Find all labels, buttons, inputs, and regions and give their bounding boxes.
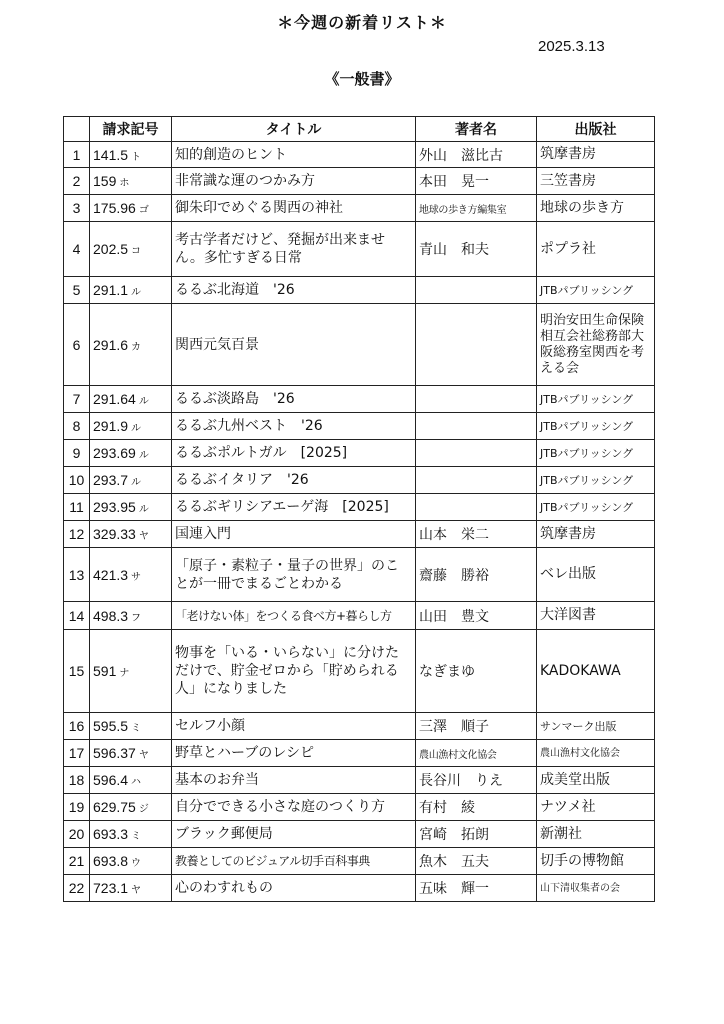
call-number-kana: ト [131, 151, 142, 163]
book-title: 国連入門 [172, 521, 416, 548]
call-number-kana: フ [131, 612, 142, 624]
row-number: 15 [64, 630, 90, 713]
book-publisher: 山下清収集者の会 [537, 875, 655, 902]
table-row [64, 767, 655, 794]
book-author [416, 440, 537, 467]
book-author [416, 494, 537, 521]
book-author [416, 413, 537, 440]
book-author [416, 386, 537, 413]
call-number-value: 175.96 [93, 200, 136, 216]
book-author: 齋藤 勝裕 [416, 548, 537, 602]
call-number-value: 693.8 [93, 853, 129, 869]
row-number: 18 [64, 767, 90, 794]
call-number-kana: ミ [131, 723, 142, 734]
call-number-kana: ヤ [138, 750, 149, 761]
book-author: 本田 晃一 [416, 168, 537, 195]
table-row [64, 848, 655, 875]
book-title: るるぶ北海道 '26 [172, 277, 416, 304]
book-author: 山田 豊文 [416, 602, 537, 630]
book-publisher: 農山漁村文化協会 [537, 740, 655, 767]
call-number-kana: ル [131, 423, 142, 434]
table-row [64, 467, 655, 494]
call-number-kana: ル [138, 504, 149, 515]
call-number [90, 304, 172, 386]
call-number-kana: ゴ [138, 205, 149, 216]
call-number-value: 693.3 [93, 826, 129, 842]
call-number [90, 848, 172, 875]
row-number: 5 [64, 277, 90, 304]
call-number [90, 875, 172, 902]
table-row [64, 821, 655, 848]
table-row [64, 740, 655, 767]
call-number [90, 222, 172, 277]
call-number-value: 421.3 [93, 566, 129, 583]
call-number-kana: ホ [119, 178, 130, 189]
header-title: タイトル [172, 117, 416, 142]
page-title: ＊今週の新着リスト＊ [277, 13, 447, 32]
row-number: 17 [64, 740, 90, 767]
book-publisher: 地球の歩き方 [537, 195, 655, 222]
book-publisher: JTBパブリッシング [537, 386, 655, 413]
call-number [90, 277, 172, 304]
book-title: 基本のお弁当 [172, 767, 416, 794]
book-publisher: ポプラ社 [537, 222, 655, 277]
book-publisher: ナツメ社 [537, 794, 655, 821]
book-title: るるぶギリシアエーゲ海 [2025] [172, 494, 416, 521]
call-number [90, 413, 172, 440]
book-author: 青山 和夫 [416, 222, 537, 277]
book-publisher: JTBパブリッシング [537, 277, 655, 304]
book-title: るるぶ淡路島 '26 [172, 386, 416, 413]
book-title: 教養としてのビジュアル切手百科事典 [172, 848, 416, 875]
row-number: 1 [64, 142, 90, 168]
row-number: 6 [64, 304, 90, 386]
book-title: るるぶポルトガル [2025] [172, 440, 416, 467]
call-number [90, 602, 172, 630]
call-number [90, 794, 172, 821]
row-number: 14 [64, 602, 90, 630]
book-author: 山本 栄二 [416, 521, 537, 548]
table-row [64, 875, 655, 902]
call-number-kana: カ [131, 341, 142, 353]
row-number: 13 [64, 548, 90, 602]
call-number [90, 142, 172, 168]
call-number-kana: ウ [131, 858, 142, 869]
book-title: 物事を「いる・いらない」に分けただけで、貯金ゼロから「貯められる人」になりました [172, 630, 416, 713]
book-author [416, 304, 537, 386]
call-number-kana: ナ [119, 668, 130, 679]
row-number: 19 [64, 794, 90, 821]
row-number: 12 [64, 521, 90, 548]
book-publisher: 三笠書房 [537, 168, 655, 195]
table-row [64, 168, 655, 195]
header-call-number: 請求記号 [90, 117, 172, 142]
book-publisher: JTBパブリッシング [537, 413, 655, 440]
call-number-value: 293.7 [93, 472, 129, 488]
call-number-kana: ヤ [138, 531, 149, 542]
book-title: セルフ小顔 [172, 713, 416, 740]
book-title: 関西元気百景 [172, 304, 416, 386]
category-heading: 《一般書》 [324, 70, 400, 88]
call-number-kana: ミ [131, 831, 142, 842]
book-title: るるぶイタリア '26 [172, 467, 416, 494]
table-row [64, 142, 655, 168]
call-number-value: 202.5 [93, 241, 129, 257]
table-row [64, 386, 655, 413]
book-title: 「原子・素粒子・量子の世界」のことが一冊でまるごとわかる [172, 548, 416, 602]
call-number-value: 596.4 [93, 772, 129, 788]
call-number [90, 713, 172, 740]
book-author [416, 467, 537, 494]
book-author: 長谷川 りえ [416, 767, 537, 794]
table-row [64, 794, 655, 821]
header-publisher: 出版社 [537, 117, 655, 142]
call-number [90, 467, 172, 494]
row-number: 10 [64, 467, 90, 494]
call-number-value: 293.69 [93, 445, 136, 461]
book-author: 農山漁村文化協会 [416, 740, 537, 767]
book-publisher: 成美堂出版 [537, 767, 655, 794]
table-row [64, 304, 655, 386]
call-number-value: 498.3 [93, 607, 129, 624]
book-author: なぎまゆ [416, 630, 537, 713]
book-title: 野草とハーブのレシピ [172, 740, 416, 767]
call-number-kana: サ [131, 571, 142, 583]
row-number: 22 [64, 875, 90, 902]
call-number-kana: ル [131, 287, 142, 298]
new-books-table [63, 116, 655, 902]
call-number-value: 291.9 [93, 418, 129, 434]
book-author [416, 277, 537, 304]
call-number [90, 548, 172, 602]
book-author: 宮崎 拓朗 [416, 821, 537, 848]
call-number-kana: ジ [138, 804, 149, 815]
call-number-value: 293.95 [93, 499, 136, 515]
book-publisher: JTBパブリッシング [537, 440, 655, 467]
call-number-kana: ヤ [131, 885, 142, 896]
call-number-value: 141.5 [93, 146, 129, 163]
book-title: ブラック郵便局 [172, 821, 416, 848]
call-number-value: 596.37 [93, 745, 136, 761]
table-row [64, 630, 655, 713]
call-number-value: 723.1 [93, 880, 129, 896]
call-number [90, 440, 172, 467]
book-author: 有村 綾 [416, 794, 537, 821]
call-number-kana: ル [138, 450, 149, 461]
book-publisher: 明治安田生命保険相互会社総務部大阪総務室関西を考える会 [537, 304, 655, 386]
call-number [90, 521, 172, 548]
table-row [64, 440, 655, 467]
call-number-kana: ル [131, 477, 142, 488]
book-title: 非常識な運のつかみ方 [172, 168, 416, 195]
table-row [64, 277, 655, 304]
book-publisher: ベレ出版 [537, 548, 655, 602]
call-number-kana: ハ [131, 777, 142, 788]
table-row [64, 494, 655, 521]
row-number: 8 [64, 413, 90, 440]
book-publisher: サンマーク出版 [537, 713, 655, 740]
call-number-kana: コ [131, 246, 142, 257]
row-number: 11 [64, 494, 90, 521]
book-title: 「老けない体」をつくる食べ方+暮らし方 [172, 602, 416, 630]
table-row [64, 521, 655, 548]
call-number [90, 494, 172, 521]
header-author: 著者名 [416, 117, 537, 142]
book-publisher: JTBパブリッシング [537, 494, 655, 521]
call-number-value: 595.5 [93, 718, 129, 734]
call-number-value: 591 [93, 663, 117, 679]
table-row [64, 195, 655, 222]
table-row [64, 222, 655, 277]
call-number [90, 740, 172, 767]
call-number-value: 291.1 [93, 282, 129, 298]
row-number: 3 [64, 195, 90, 222]
book-title: 考古学者だけど、発掘が出来ません。多忙すぎる日常 [172, 222, 416, 277]
book-publisher: JTBパブリッシング [537, 467, 655, 494]
book-author: 三澤 順子 [416, 713, 537, 740]
book-publisher: 筑摩書房 [537, 142, 655, 168]
call-number-value: 629.75 [93, 799, 136, 815]
book-author: 地球の歩き方編集室 [416, 195, 537, 222]
table-row [64, 602, 655, 630]
call-number [90, 767, 172, 794]
book-publisher: 筑摩書房 [537, 521, 655, 548]
row-number: 21 [64, 848, 90, 875]
call-number [90, 630, 172, 713]
book-title: 知的創造のヒント [172, 142, 416, 168]
call-number-value: 291.64 [93, 391, 136, 407]
call-number [90, 821, 172, 848]
book-publisher: 新潮社 [537, 821, 655, 848]
row-number: 16 [64, 713, 90, 740]
call-number [90, 195, 172, 222]
book-author: 魚木 五夫 [416, 848, 537, 875]
call-number [90, 386, 172, 413]
call-number-value: 329.33 [93, 526, 136, 542]
book-publisher: 切手の博物館 [537, 848, 655, 875]
book-publisher: 大洋図書 [537, 602, 655, 630]
table-row [64, 548, 655, 602]
row-number: 20 [64, 821, 90, 848]
book-title: 御朱印でめぐる関西の神社 [172, 195, 416, 222]
book-author: 五味 輝一 [416, 875, 537, 902]
book-publisher: KADOKAWA [537, 630, 655, 713]
book-author: 外山 滋比古 [416, 142, 537, 168]
call-number-kana: ル [138, 396, 149, 407]
book-title: るるぶ九州ベスト '26 [172, 413, 416, 440]
call-number-value: 159 [93, 173, 117, 189]
book-title: 自分でできる小さな庭のつくり方 [172, 794, 416, 821]
list-date: 2025.3.13 [538, 38, 605, 55]
header-number [64, 117, 90, 142]
table-row [64, 413, 655, 440]
table-row [64, 713, 655, 740]
book-title: 心のわすれもの [172, 875, 416, 902]
table-header-row [64, 117, 655, 142]
row-number: 4 [64, 222, 90, 277]
call-number [90, 168, 172, 195]
row-number: 2 [64, 168, 90, 195]
row-number: 7 [64, 386, 90, 413]
row-number: 9 [64, 440, 90, 467]
call-number-value: 291.6 [93, 336, 129, 353]
